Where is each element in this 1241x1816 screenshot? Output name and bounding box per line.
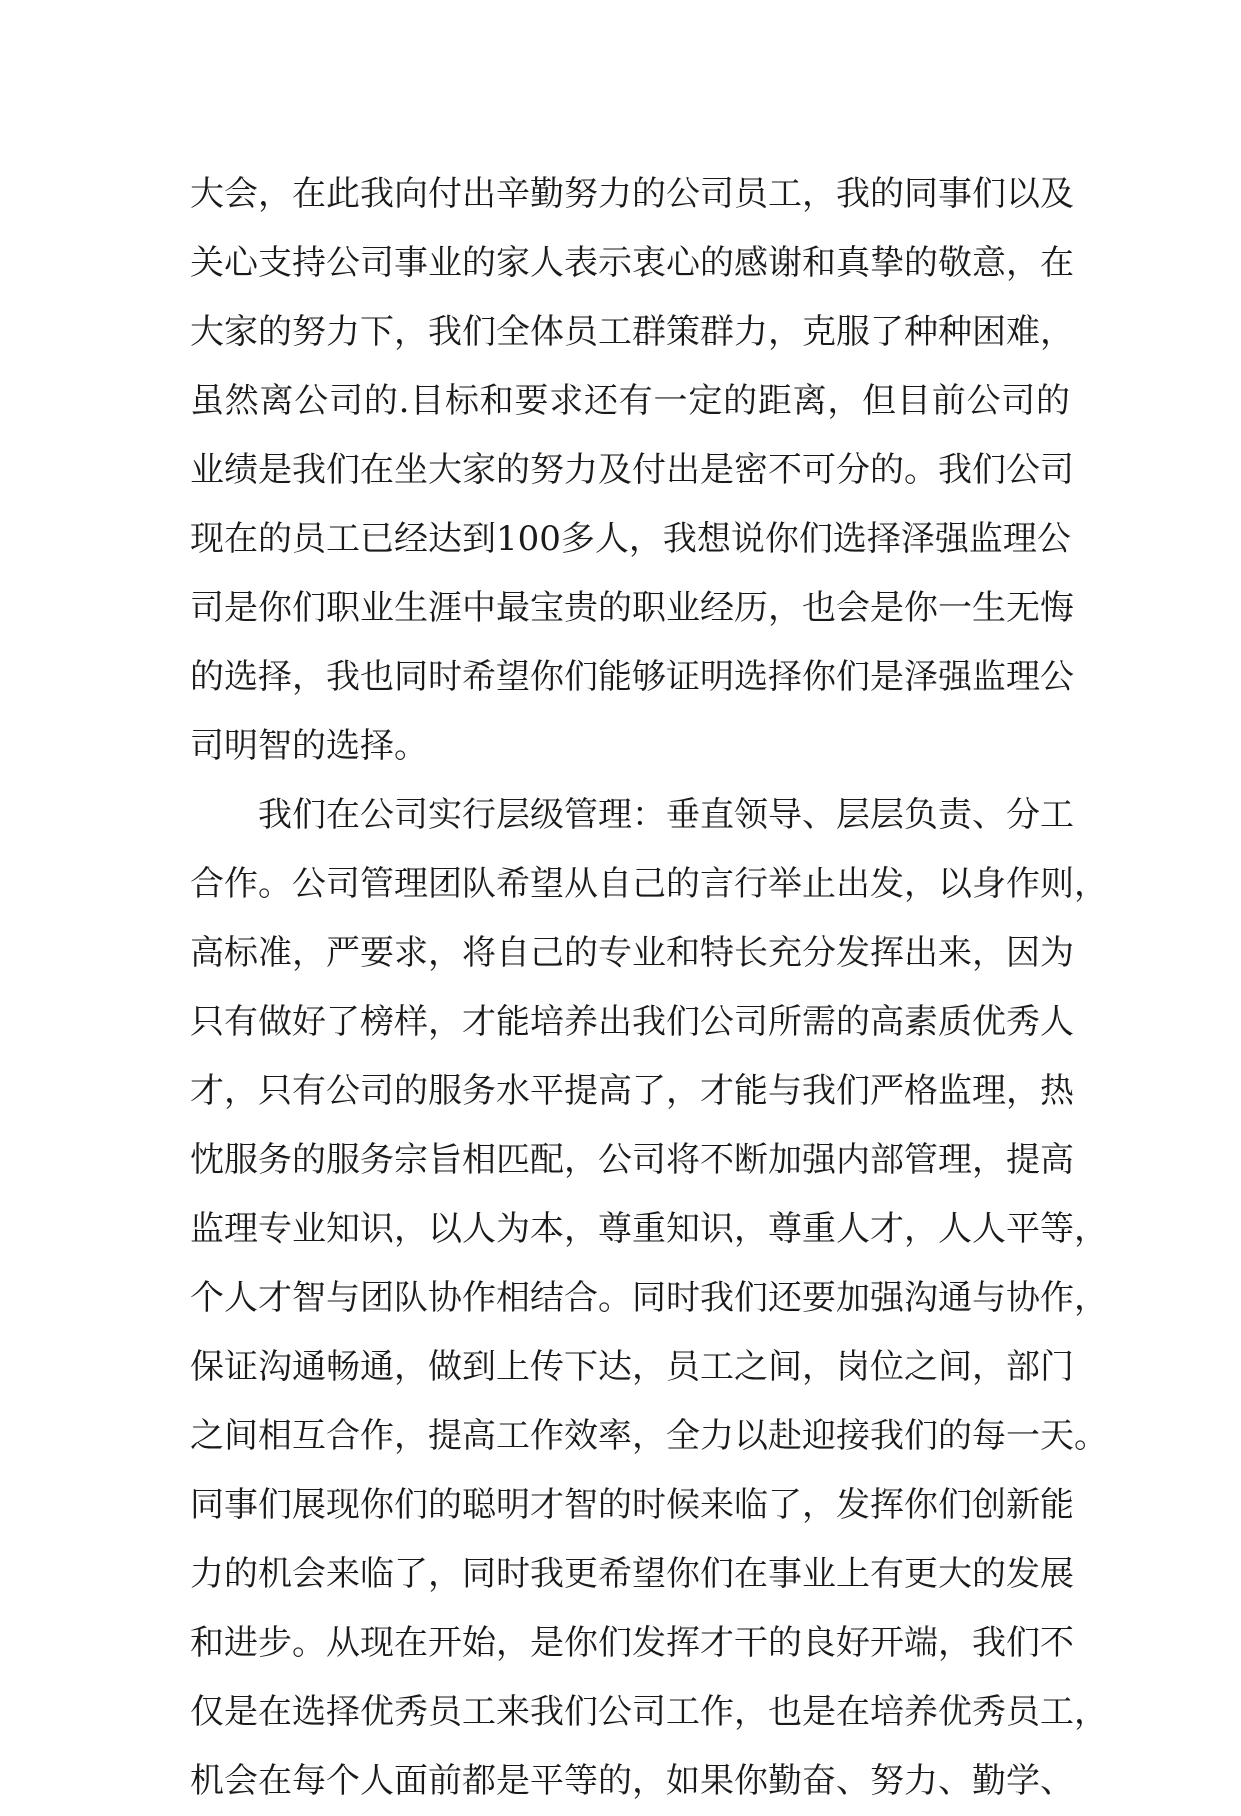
- text-line: 之间相互合作，提高工作效率，全力以赴迎接我们的每一天。: [190, 1416, 1108, 1456]
- text-line: 合作。公司管理团队希望从自己的言行举止出发，以身作则，: [190, 864, 1108, 904]
- text-line: 和进步。从现在开始，是你们发挥才干的良好开端，我们不: [190, 1623, 1074, 1663]
- text-line: 保证沟通畅通，做到上传下达，员工之间，岗位之间，部门: [190, 1347, 1074, 1387]
- paragraph-2: [190, 781, 1108, 1816]
- text-line: 忱服务的服务宗旨相匹配，公司将不断加强内部管理，提高: [190, 1140, 1074, 1180]
- text-line: 机会在每个人面前都是平等的，如果你勤奋、努力、勤学、: [190, 1761, 1074, 1801]
- text-line: 司是你们职业生涯中最宝贵的职业经历，也会是你一生无悔: [190, 588, 1074, 628]
- text-line: 仅是在选择优秀员工来我们公司工作，也是在培养优秀员工，: [190, 1692, 1108, 1732]
- paragraph-1: [190, 160, 1074, 781]
- body-text: [190, 160, 1108, 1816]
- text-line: 监理专业知识，以人为本，尊重知识，尊重人才，人人平等，: [190, 1209, 1108, 1249]
- text-line: 个人才智与团队协作相结合。同时我们还要加强沟通与协作，: [190, 1278, 1108, 1318]
- text-line: 才，只有公司的服务水平提高了，才能与我们严格监理，热: [190, 1071, 1074, 1111]
- text-line: 只有做好了榜样，才能培养出我们公司所需的高素质优秀人: [190, 1002, 1074, 1042]
- text-line: 大会，在此我向付出辛勤努力的公司员工，我的同事们以及: [190, 174, 1074, 214]
- text-line: 高标准，严要求，将自己的专业和特长充分发挥出来，因为: [190, 933, 1074, 973]
- text-line: 关心支持公司事业的家人表示衷心的感谢和真挚的敬意，在: [190, 243, 1074, 283]
- text-line: 现在的员工已经达到100多人，我想说你们选择泽强监理公: [190, 519, 1071, 559]
- text-line: 的选择，我也同时希望你们能够证明选择你们是泽强监理公: [190, 657, 1074, 697]
- text-line: 大家的努力下，我们全体员工群策群力，克服了种种困难，: [190, 312, 1074, 352]
- text-line: 虽然离公司的.目标和要求还有一定的距离，但目前公司的: [190, 381, 1070, 421]
- text-line: 同事们展现你们的聪明才智的时候来临了，发挥你们创新能: [190, 1485, 1074, 1525]
- text-line: 我们在公司实行层级管理：垂直领导、层层负责、分工: [258, 795, 1074, 835]
- text-line: 业绩是我们在坐大家的努力及付出是密不可分的。我们公司: [190, 450, 1074, 490]
- text-line: 司明智的选择。: [190, 726, 428, 766]
- text-line: 力的机会来临了，同时我更希望你们在事业上有更大的发展: [190, 1554, 1074, 1594]
